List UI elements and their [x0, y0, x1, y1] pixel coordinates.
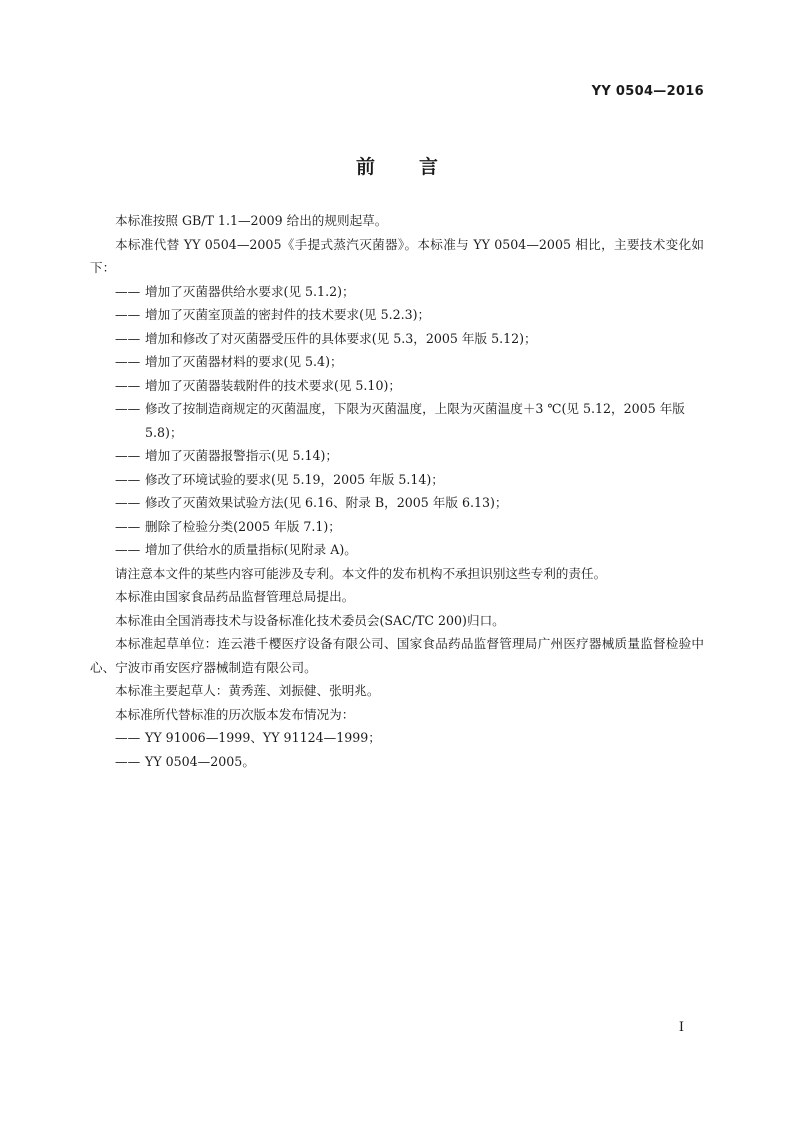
paragraph-drafting-units: 本标准起草单位：连云港千樱医疗设备有限公司、国家食品药品监督管理局广州医疗器械质量监督检验中心、宁波市甬安医疗器械制造有限公司。 — [90, 636, 704, 675]
standard-code: YY 0504—2016 — [591, 84, 704, 99]
list-item: —— 增加了灭菌器报警指示(见 5.14)； — [115, 448, 338, 463]
list-item: —— 增加和修改了对灭菌器受压件的具体要求(见 5.3，2005 年版 5.12)； — [115, 330, 537, 346]
paragraph-drafters: 本标准主要起草人：黄秀莲、刘振健、张明兆。 — [115, 683, 380, 698]
list-item: —— 修改了环境试验的要求(见 5.19，2005 年版 5.14)； — [115, 471, 444, 487]
paragraph-proposer: 本标准由国家食品药品监督管理总局提出。 — [115, 589, 355, 604]
title-char-1: 前 — [355, 156, 375, 178]
list-item: —— 增加了灭菌器供给水要求(见 5.1.2)； — [115, 283, 355, 299]
paragraph-history-intro: 本标准所代替标准的历次版本发布情况为： — [115, 706, 355, 722]
list-item: —— 增加了灭菌室顶盖的密封件的技术要求(见 5.2.3)； — [115, 307, 431, 322]
paragraph-drafting-rule: 本标准按照 GB/T 1.1—2009 给出的规则起草。 — [115, 213, 388, 228]
history-list — [90, 726, 704, 773]
list-item: —— 增加了灭菌器材料的要求(见 5.4)； — [115, 354, 343, 369]
page-number: I — [678, 1020, 684, 1035]
title-char-2: 言 — [419, 156, 439, 178]
list-item: —— 修改了灭菌效果试验方法(见 6.16、附录 B，2005 年版 6.13)； — [115, 495, 508, 510]
changes-list — [90, 280, 704, 562]
list-item: —— 修改了按制造商规定的灭菌温度，下限为灭菌温度，上限为灭菌温度＋3 ℃(见 5.12，2005 年版 5.8)； — [115, 401, 685, 440]
list-item: —— YY 0504—2005。 — [115, 753, 255, 769]
page-title — [0, 152, 794, 179]
list-item: —— 增加了供给水的质量指标(见附录 A)。 — [115, 542, 357, 557]
paragraph-committee: 本标准由全国消毒技术与设备标准化技术委员会(SAC/TC 200)归口。 — [115, 612, 505, 628]
paragraph-replacement: 本标准代替 YY 0504—2005《手提式蒸汽灭菌器》。本标准与 YY 0504—2005 相比，主要技术变化如下： — [90, 236, 704, 275]
document-body — [90, 209, 704, 773]
list-item: —— 删除了检验分类(2005 年版 7.1)； — [115, 518, 341, 534]
list-item: —— YY 91006—1999、YY 91124—1999； — [115, 730, 381, 745]
paragraph-patent-notice: 请注意本文件的某些内容可能涉及专利。本文件的发布机构不承担识别这些专利的责任。 — [115, 565, 607, 581]
list-item: —— 增加了灭菌器装载附件的技术要求(见 5.10)； — [115, 377, 401, 393]
